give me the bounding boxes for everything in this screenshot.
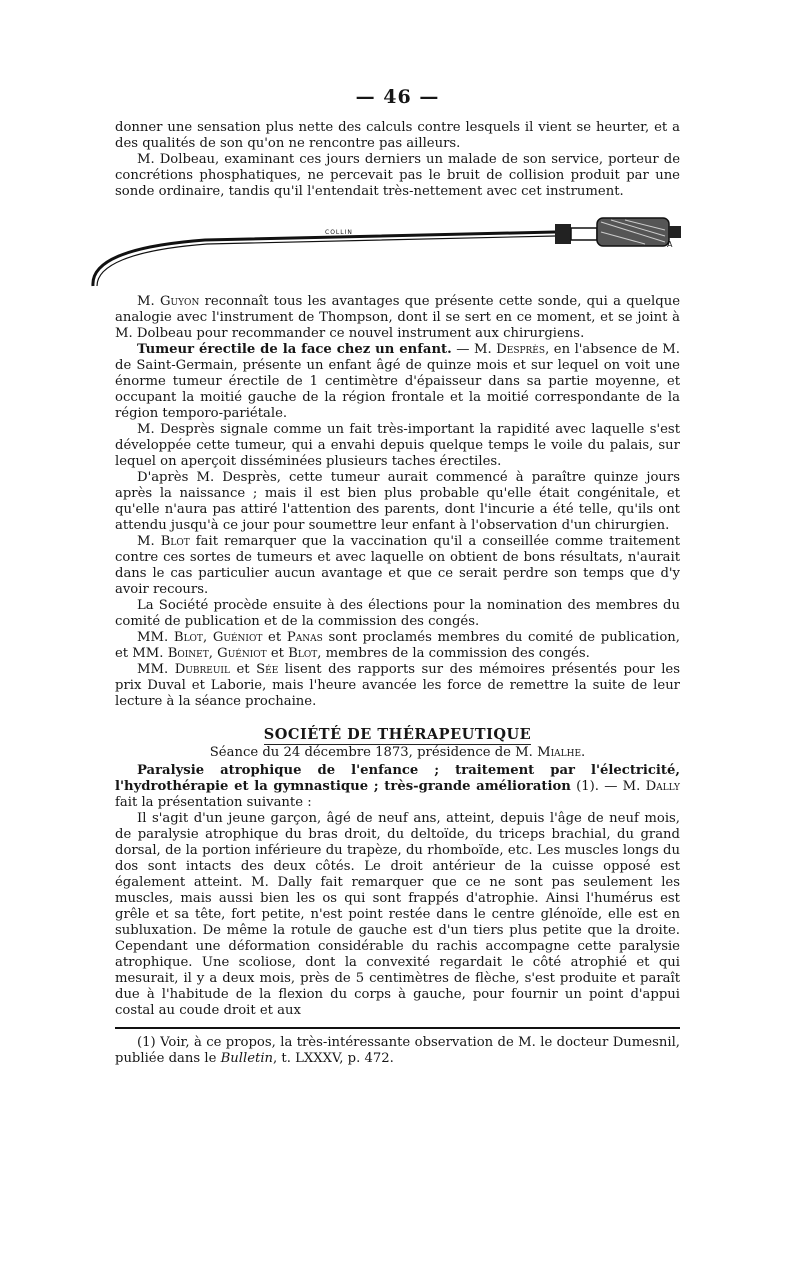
page: [115, 86, 680, 1067]
page-number: — 46 —: [355, 86, 440, 108]
figure-letter: A: [667, 240, 673, 249]
case-heading: Tumeur érectile de la face chez un enfant.: [137, 342, 452, 357]
text: et: [262, 630, 287, 645]
paragraph: D'après M. Desprès, cette tumeur aurait commencé à paraître quinze jours après la naissance ; mais il est bien plus probable qu'elle était congénitale, et qu'elle n'aura pas attiré l'attention des parents, dont l'incurie a été telle, qu'ils ont attendu jusqu'à ce jour pour soumettre leur enfant à l'observation d'un chirurgien.: [115, 470, 680, 533]
paragraph: Il s'agit d'un jeune garçon, âgé de neuf ans, atteint, depuis l'âge de neuf mois, de paralysie atrophique du bras droit, du deltoïde, du triceps brachial, du grand dorsal, de la portion inférieure du trapèze, du rhomboïde, etc. Les muscles longs du dos sont intacts des deux côtés. Le droit antérieur de la cuisse opposé est également atteint. M. Dally fait remarquer que ce ne sont pas seulement les muscles, mais aussi bien les os qui sont frappés d'atrophie. Ainsi l'humérus est grêle et sa tête, fort petite, n'est point restée dans le centre glénoïde, elle est en subluxation. De même la rotule de gauche est d'un tiers plus petite que la droite. Cependant une déformation considérable du rachis accompagne cette paralysie atrophique. Une scoliose, dont la convexité regardait le côté atrophié et qui mesurait, il y a deux mois, près de 5 centimètres de flèche, s'est produite et paraît due à l'habitude de la flexion du corps à gauche, pour fournir un point d'appui costal au coude droit et aux: [115, 811, 680, 1018]
text: fait la présentation suivante :: [115, 795, 312, 810]
text: et: [229, 662, 257, 677]
text: et: [266, 646, 289, 661]
paragraph-text: reconnaît tous les avantages que présente cette sonde, qui a quelque analogie avec l'instrument de Thompson, dont il se sert en ce moment, et se joint à M. Dolbeau pour recommander ce nouvel instrument aux chirurgiens.: [115, 294, 681, 341]
session-line: [115, 745, 680, 761]
text: , t. LXXXV, p. 472.: [273, 1051, 394, 1066]
paragraph: M. Desprès signale comme un fait très-important la rapidité avec laquelle s'est développée cette tumeur, qui a envahi depuis quelque temps le voile du palais, sur lequel on aperçoit disséminées plusieurs taches érectiles.: [115, 422, 680, 469]
person-name: M. Blot: [137, 534, 190, 549]
paragraph: [115, 294, 680, 342]
person-name: Dally: [645, 779, 680, 794]
paragraph: M. Dolbeau, examinant ces jours derniers un malade de son service, porteur de concrétions phosphatiques, ne percevait pas le bruit de collision produit par une sonde ordinaire, tandis qu'il l'entendait très-nettement avec cet instrument.: [115, 152, 680, 199]
text: MM.: [137, 662, 175, 677]
text: .: [581, 745, 586, 760]
catheter-illustration: [85, 202, 685, 294]
person-name: Sée: [256, 662, 279, 677]
section-title-text: SOCIÉTÉ DE THÉRAPEUTIQUE: [263, 726, 532, 743]
text: , membres de la commission des congés.: [317, 646, 590, 661]
maker-label: COLLIN: [325, 229, 353, 236]
text: (1) Voir, à ce propos, la très-intéressante observation de M. le docteur Dumesnil, publiée dans le: [115, 1035, 680, 1066]
paragraph: La Société procède ensuite à des élections pour la nomination des membres du comité de publication et de la commission des congés.: [115, 598, 680, 629]
text: sont proclamés membres du comité de publication, et MM.: [115, 630, 680, 661]
person-name: Panas: [286, 630, 323, 645]
person-name: Desprès: [496, 342, 546, 357]
section-title: [115, 726, 680, 743]
text: Séance du 24 décembre 1873, présidence de M.: [209, 745, 538, 760]
person-name: M. Guyon: [137, 294, 200, 309]
paragraph: [115, 662, 680, 710]
paragraph: [115, 630, 680, 662]
paragraph-text: fait remarquer que la vaccination qu'il a conseillée comme traitement contre ces sortes de tumeurs et avec laquelle on obtient de bons résultats, n'aurait dans le cas particulier aucun avantage et que ce serait perdre son temps que d'y avoir recours.: [115, 534, 681, 597]
person-name: Blot: [173, 630, 203, 645]
journal-title: Bulletin: [220, 1051, 274, 1066]
person-name: Blot: [288, 646, 318, 661]
paragraph: donner une sensation plus nette des calculs contre lesquels il vient se heurter, et a des qualités de son qu'on ne rencontre pas ailleurs.: [115, 120, 680, 151]
text: MM.: [137, 630, 174, 645]
case-heading: Paralysie atrophique de l'enfance ; traitement par l'électricité, l'hydrothérapie et la gymnastique ; très-grande amélioration: [115, 763, 680, 794]
paragraph: [115, 763, 680, 811]
paragraph: [115, 342, 680, 422]
person-name: Dubreuil: [174, 662, 230, 677]
footnote-text: [115, 1035, 680, 1067]
text: (1). — M.: [570, 779, 646, 794]
person-name: Boinet: [167, 646, 209, 661]
person-name: Guéniot: [212, 630, 263, 645]
person-name: Guéniot: [217, 646, 267, 661]
footnote: [115, 1035, 680, 1067]
catheter-drawing: [85, 202, 685, 294]
text: ,: [208, 646, 218, 661]
text: ,: [202, 630, 213, 645]
footnote-divider: [115, 1027, 680, 1029]
person-name: Mialhe: [537, 745, 582, 760]
text: lisent des rapports sur des mémoires présentés pour les prix Duval et Laborie, mais l'heure avancée les force de remettre la suite de leur lecture à la séance prochaine.: [115, 662, 680, 709]
paragraph-text: , en l'absence de M. de Saint-Germain, présente un enfant âgé de quinze mois et sur lequel on voit une énorme tumeur érectile de 1 centimètre d'épaisseur dans sa partie moyenne, et occupant la moitié gauche de la région frontale et la moitié correspondante de la région temporo-pariétale.: [115, 342, 680, 421]
paragraph: [115, 534, 680, 598]
dash-text: — M.: [451, 342, 497, 357]
